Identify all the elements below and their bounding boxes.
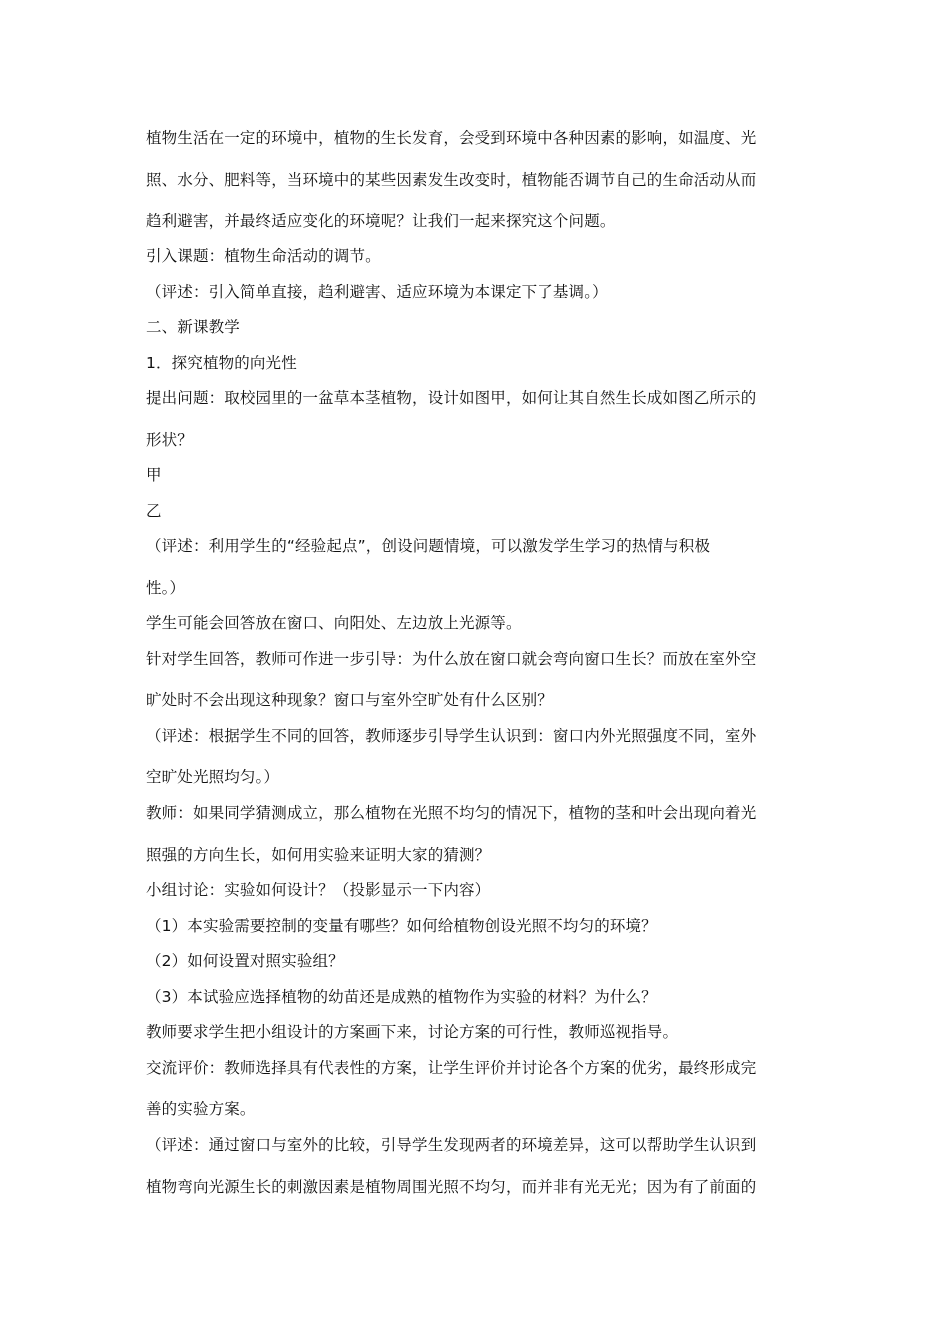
commentary-line: （评述：根据学生不同的回答，教师逐步引导学生认识到：窗口内外光照强度不同，室外 [146,727,757,745]
figure-label-jia: 甲 [146,466,162,484]
text-line: 植物生活在一定的环境中，植物的生长发育，会受到环境中各种因素的影响，如温度、光 [146,129,757,147]
text-line: 形状？ [146,431,193,449]
text-line: 善的实验方案。 [146,1100,256,1118]
commentary-line: （评述：引入简单直接，趋利避害、适应环境为本课定下了基调。） [146,283,608,301]
subsection-heading: 1．探究植物的向光性 [146,354,297,372]
text-line: 旷处时不会出现这种现象？窗口与室外空旷处有什么区别？ [146,691,553,709]
text-line: 照、水分、肥料等，当环境中的某些因素发生改变时，植物能否调节自己的生命活动从而 [146,171,757,189]
section-heading: 二、新课教学 [146,318,240,336]
text-line: 教师：如果同学猜测成立，那么植物在光照不均匀的情况下，植物的茎和叶会出现向着光 [146,804,757,822]
text-line: 照强的方向生长，如何用实验来证明大家的猜测？ [146,846,491,864]
commentary-line: 空旷处光照均匀。） [146,768,280,786]
list-item: （3）本试验应选择植物的幼苗还是成熟的植物作为实验的材料？为什么？ [146,988,657,1006]
commentary-line: （评述：通过窗口与室外的比较，引导学生发现两者的环境差异，这可以帮助学生认识到 [146,1136,757,1154]
commentary-line: （评述：利用学生的“经验起点”，创设问题情境，可以激发学生学习的热情与积极 [146,537,711,555]
list-item: （2）如何设置对照实验组？ [146,952,344,970]
text-line: 针对学生回答，教师可作进一步引导：为什么放在窗口就会弯向窗口生长？而放在室外空 [146,650,757,668]
text-line: 教师要求学生把小组设计的方案画下来，讨论方案的可行性，教师巡视指导。 [146,1023,679,1041]
text-line: 小组讨论：实验如何设计？（投影显示一下内容） [146,881,491,899]
text-line: 趋利避害，并最终适应变化的环境呢？让我们一起来探究这个问题。 [146,212,616,230]
text-line: 交流评价：教师选择具有代表性的方案，让学生评价并讨论各个方案的优劣，最终形成完 [146,1059,757,1077]
commentary-line: 植物弯向光源生长的刺激因素是植物周围光照不均匀，而并非有光无光；因为有了前面的 [146,1178,757,1196]
commentary-line: 性。） [146,579,186,597]
list-item: （1）本实验需要控制的变量有哪些？如何给植物创设光照不均匀的环境？ [146,917,657,935]
text-line: 学生可能会回答放在窗口、向阳处、左边放上光源等。 [146,614,522,632]
text-line: 引入课题：植物生命活动的调节。 [146,247,381,265]
figure-label-yi: 乙 [146,502,162,520]
text-line: 提出问题：取校园里的一盆草本茎植物，设计如图甲，如何让其自然生长成如图乙所示的 [146,389,757,407]
